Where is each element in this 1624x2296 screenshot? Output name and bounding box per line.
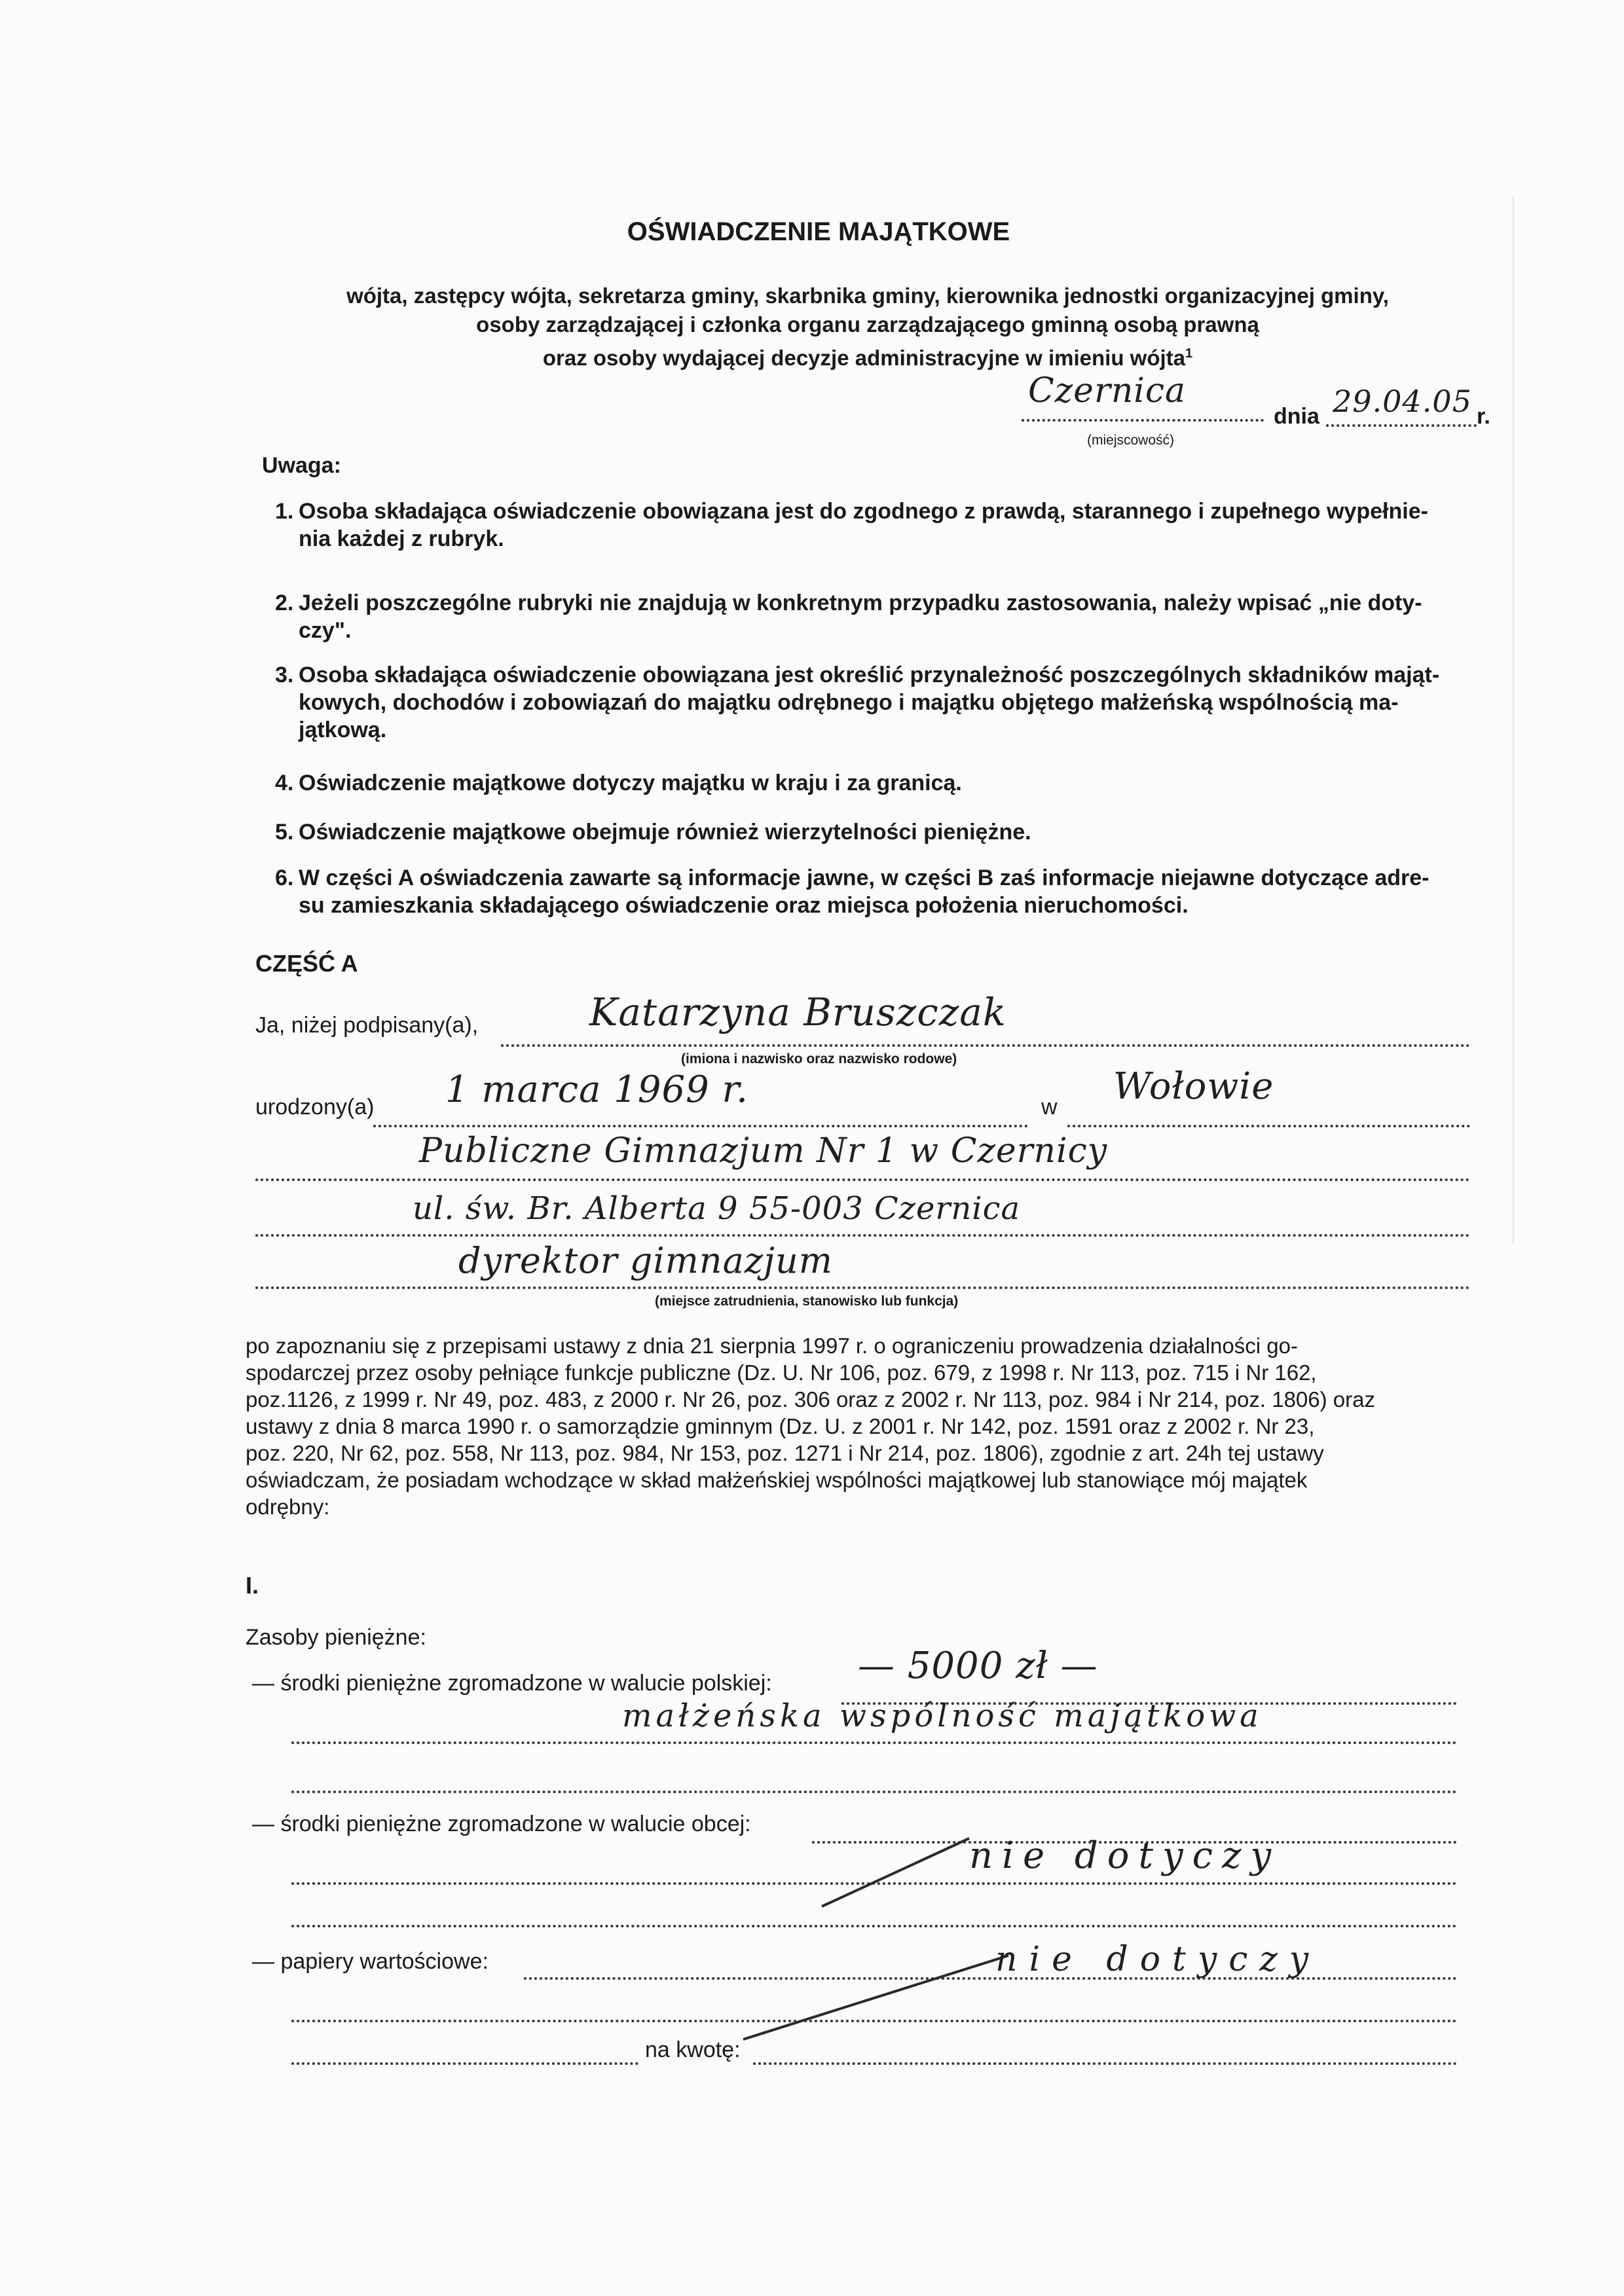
- uwaga-num-6: 6.: [275, 866, 294, 890]
- pln-note: małżeńska wspólność majątkowa: [622, 1698, 1263, 1734]
- page-title: OŚWIADCZENIE MAJĄTKOWE: [627, 217, 1010, 246]
- date-dotted-line: [1326, 424, 1477, 427]
- section-1-heading: Zasoby pieniężne:: [246, 1625, 426, 1650]
- statement-line: ustawy z dnia 8 marca 1990 r. o samorządzie gminnym (Dz. U. z 2001 r. Nr 142, poz. 1591 oraz z 2002 r. Nr 23,: [246, 1414, 1315, 1438]
- pln-label: — środki pieniężne zgromadzone w walucie polskiej:: [252, 1671, 772, 1696]
- securities-value: nie dotyczy: [995, 1940, 1321, 1979]
- subtitle-line-2: osoby zarządzającej i członka organu zarządzającego gminną osobą prawną: [476, 312, 1259, 337]
- employment-dotted-line-3: [255, 1286, 1470, 1289]
- securities-dotted-line-2: [291, 2020, 1457, 2022]
- footnote-mark: 1: [1185, 346, 1193, 361]
- born-label: urodzony(a): [255, 1095, 375, 1120]
- bleed-through: [1513, 196, 1619, 1244]
- part-a-heading: CZĘŚĆ A: [255, 950, 358, 977]
- statement-line: po zapoznaniu się z przepisami ustawy z dnia 21 sierpnia 1997 r. o ograniczeniu prowadzenia działalności go-: [246, 1334, 1298, 1358]
- employment-line-1: Publiczne Gimnazjum Nr 1 w Czernicy: [419, 1131, 1108, 1171]
- subtitle-line-1: wójta, zastępcy wójta, sekretarza gminy, skarbnika gminy, kierownika jednostki organizacyjnej gminy,: [346, 283, 1389, 308]
- statement-line: oświadczam, że posiadam wchodzące w skład małżeńskiej wspólności majątkowej lub stanowiące mój majątek: [246, 1468, 1308, 1492]
- section-1-numeral: I.: [246, 1572, 259, 1599]
- place-caption: (miejscowość): [1087, 433, 1175, 448]
- securities-strike-line: [740, 1948, 1015, 2046]
- uwaga-item-2: [275, 589, 1480, 644]
- employment-line-3: dyrektor gimnazjum: [458, 1240, 833, 1281]
- amount-dotted-line-2: [753, 2062, 1457, 2065]
- uwaga-label: Uwaga:: [262, 453, 341, 478]
- year-suffix: r.: [1477, 404, 1490, 429]
- name-value: Katarzyna Bruszczak: [589, 990, 1007, 1034]
- statement-line: spodarczej przez osoby pełniące funkcje publiczne (Dz. U. Nr 106, poz. 679, z 1998 r. Nr 113, poz. 715 i Nr 162,: [246, 1360, 1317, 1385]
- uwaga-num-4: 4.: [275, 771, 294, 795]
- uwaga-2-line-1: Jeżeli poszczególne rubryki nie znajdują w konkretnym przypadku zastosowania, należy wpisać „nie doty-: [299, 591, 1422, 615]
- foreign-value: nie dotyczy: [969, 1834, 1281, 1877]
- uwaga-6-line-1: W części A oświadczenia zawarte są informacje jawne, w części B zaś informacje niejawne dotyczące adre-: [299, 866, 1430, 890]
- uwaga-num-1: 1.: [275, 499, 294, 524]
- date-value: 29.04.05: [1333, 384, 1472, 419]
- uwaga-item-1: [275, 498, 1480, 553]
- name-dotted-line: [501, 1044, 1470, 1047]
- birth-date-value: 1 marca 1969 r.: [445, 1068, 748, 1111]
- securities-label: — papiery wartościowe:: [252, 1949, 489, 1974]
- birth-place-dotted-line: [1067, 1125, 1470, 1127]
- uwaga-item-4: [275, 769, 1480, 797]
- uwaga-3-line-3: jątkową.: [299, 718, 387, 742]
- pln-dotted-line-2: [291, 1741, 1457, 1744]
- name-caption: (imiona i nazwisko oraz nazwisko rodowe): [681, 1051, 957, 1066]
- employment-line-2: ul. św. Br. Alberta 9 55-003 Czernica: [413, 1190, 1021, 1227]
- uwaga-item-5: [275, 818, 1480, 846]
- uwaga-2-line-2: czy".: [299, 618, 352, 643]
- uwaga-3-line-2: kowych, dochodów i zobowiązań do majątku odrębnego i majątku objętego małżeńską wspólnością ma-: [299, 690, 1399, 715]
- statement-line: odrębny:: [246, 1495, 330, 1519]
- uwaga-6-line-2: su zamieszkania składającego oświadczenie oraz miejsca położenia nieruchomości.: [299, 893, 1189, 918]
- place-value: Czernica: [1028, 371, 1187, 410]
- uwaga-4-line-1: Oświadczenie majątkowe dotyczy majątku w kraju i za granicą.: [299, 771, 962, 795]
- subtitle-line-3-text: oraz osoby wydającej decyzje administracyjne w imieniu wójta: [542, 346, 1186, 370]
- foreign-strike-line: [819, 1833, 976, 1912]
- signed-label: Ja, niżej podpisany(a),: [255, 1013, 479, 1038]
- amount-dotted-line-1: [291, 2062, 638, 2065]
- amount-label: na kwotę:: [645, 2037, 741, 2062]
- subtitle-line-3: [262, 339, 1473, 373]
- statement-line: poz. 220, Nr 62, poz. 558, Nr 113, poz. 984, Nr 153, poz. 1271 i Nr 214, poz. 1806), zgodnie z art. 24h tej ustawy: [246, 1441, 1324, 1465]
- uwaga-num-5: 5.: [275, 820, 294, 845]
- place-dotted-line: [1022, 419, 1264, 422]
- pln-dotted-line-3: [291, 1791, 1457, 1793]
- pln-value: — 5000 zł —: [858, 1645, 1098, 1687]
- employment-dotted-line-2: [255, 1234, 1470, 1237]
- employment-caption: (miejsce zatrudnienia, stanowisko lub funkcja): [655, 1294, 959, 1309]
- statement-line: poz.1126, z 1999 r. Nr 49, poz. 483, z 2000 r. Nr 26, poz. 306 oraz z 2002 r. Nr 113, poz. 984 i Nr 214, poz. 1806) oraz: [246, 1387, 1375, 1412]
- uwaga-1-line-1: Osoba składająca oświadczenie obowiązana jest do zgodnego z prawdą, starannego i zupełnego wypełnie-: [299, 499, 1428, 524]
- foreign-label: — środki pieniężne zgromadzone w walucie obcej:: [252, 1812, 751, 1836]
- w-label: w: [1041, 1095, 1058, 1120]
- foreign-dotted-line-3: [291, 1925, 1457, 1927]
- statement-paragraph: [246, 1332, 1483, 1520]
- birth-date-dotted-line: [373, 1125, 1028, 1127]
- uwaga-5-line-1: Oświadczenie majątkowe obejmuje również wierzytelności pieniężne.: [299, 820, 1031, 845]
- uwaga-3-line-1: Osoba składająca oświadczenie obowiązana jest określić przynależność poszczególnych składników mająt-: [299, 663, 1440, 687]
- uwaga-item-6: [275, 864, 1480, 919]
- employment-dotted-line-1: [255, 1178, 1470, 1181]
- uwaga-num-3: 3.: [275, 663, 294, 687]
- uwaga-1-line-2: nia każdej z rubryk.: [299, 526, 504, 551]
- uwaga-num-2: 2.: [275, 591, 294, 615]
- uwaga-item-3: [275, 661, 1480, 744]
- dnia-label: dnia: [1274, 404, 1320, 429]
- birth-place-value: Wołowie: [1113, 1065, 1274, 1108]
